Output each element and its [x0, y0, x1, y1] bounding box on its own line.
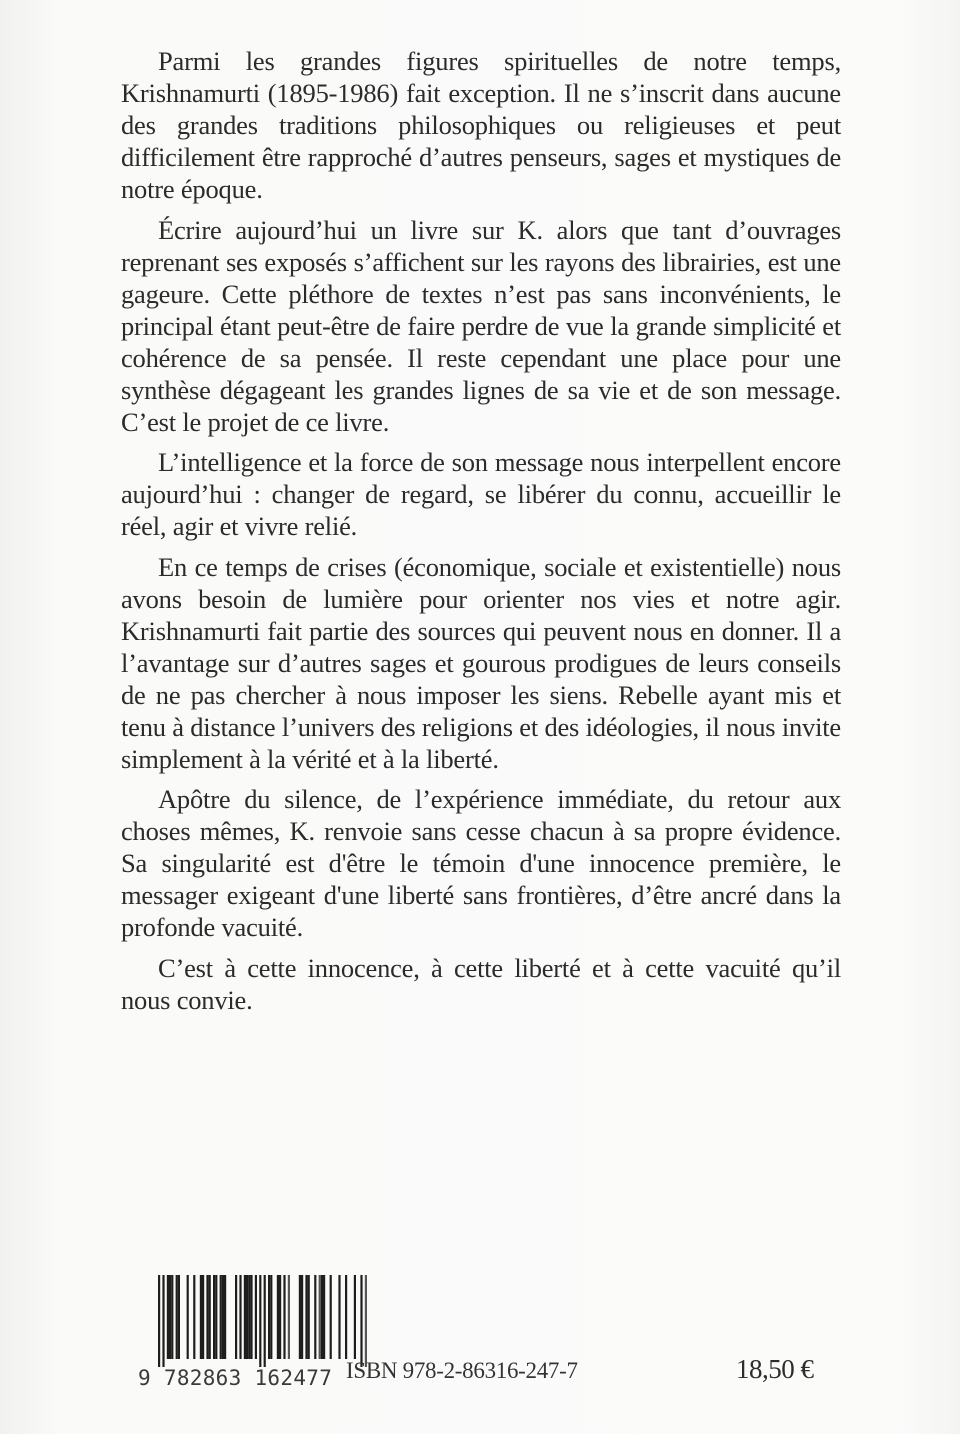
barcode-bar	[209, 1275, 211, 1359]
barcode-bar	[178, 1275, 180, 1359]
barcode-bar	[321, 1275, 323, 1359]
barcode-bar	[239, 1275, 241, 1359]
blurb-paragraph: L’intelligence et la force de son message nous interpellent encore aujourd’hui : changer de regard, se libérer du connu, accueillir le réel, agir et vivre relié.	[121, 447, 841, 542]
barcode-bar	[167, 1275, 169, 1359]
barcode-bar	[279, 1275, 281, 1359]
barcode-bar	[213, 1275, 215, 1359]
barcode-bar	[264, 1275, 266, 1367]
barcode-bar	[319, 1275, 321, 1359]
barcode-bar	[246, 1275, 248, 1359]
barcode-bar	[255, 1275, 257, 1359]
barcode-bar	[268, 1275, 270, 1359]
blurb-paragraph: Parmi les grandes figures spirituelles de notre temps, Krishnamurti (1895-1986) fait exception. Il ne s’inscrit dans aucune des grandes traditions philosophiques ou religieuses et peut difficilement être rapproché d’autres penseurs, sages et mystiques de notre époque.	[121, 46, 841, 204]
blurb-text	[121, 45, 841, 1025]
barcode-bar	[330, 1275, 332, 1359]
barcode-bar	[288, 1275, 290, 1359]
barcode-bar	[301, 1275, 303, 1359]
barcode-bar	[305, 1275, 307, 1359]
barcode-bar	[299, 1275, 301, 1359]
barcode-bar	[200, 1275, 202, 1359]
barcode-bar	[354, 1275, 356, 1359]
barcode-bar	[171, 1275, 173, 1359]
blurb-paragraph: En ce temps de crises (économique, sociale et existentielle) nous avons besoin de lumière pour orienter nos vies et notre agir. Krishnamurti fait partie des sources qui peuvent nous en donner. Il a l’avantage sur d’autres sages et gourous prodigues de leurs conseils de ne pas chercher à nous imposer les siens. Rebelle ayant mis et tenu à distance l’univers des religions et des idéologies, il nous invite simplement à la vérité et à la liberté.	[121, 551, 841, 774]
barcode-bar	[259, 1275, 261, 1367]
barcode-bar	[215, 1275, 217, 1359]
ean13-barcode-icon	[138, 1275, 368, 1367]
barcode-bar	[169, 1275, 171, 1359]
blurb-paragraph: Écrire aujourd’hui un livre sur K. alors que tant d’ouvrages reprenant ses exposés s’affichent sur les rayons des librairies, est une gageure. Cette pléthore de textes n’est pas sans inconvénients, le principal étant peut-être de faire perdre de vue la grande simplicité et cohérence de sa pensée. Il reste cependant une place pour une synthèse dégageant les grandes lignes de sa vie et de son message. C’est le projet de ce livre.	[121, 214, 841, 437]
barcode-digits: 9 782863 162477	[138, 1366, 333, 1390]
barcode-bar	[277, 1275, 279, 1359]
barcode-bar	[193, 1275, 195, 1359]
isbn: ISBN 978-2-86316-247-7	[346, 1358, 578, 1383]
barcode-bar	[345, 1275, 347, 1359]
barcode-bar	[224, 1275, 226, 1359]
barcode-bar	[158, 1275, 160, 1367]
barcode	[138, 1275, 368, 1390]
barcode-bar	[220, 1275, 222, 1359]
barcode-bar	[202, 1275, 204, 1359]
barcode-bar	[235, 1275, 237, 1359]
barcode-bar	[244, 1275, 246, 1359]
barcode-bar	[314, 1275, 316, 1359]
price: 18,50 €	[736, 1354, 814, 1384]
barcode-bar	[206, 1275, 208, 1359]
barcode-bar	[360, 1275, 362, 1367]
barcode-bar	[222, 1275, 224, 1359]
barcode-bar	[250, 1275, 252, 1359]
barcode-bar	[283, 1275, 285, 1359]
blurb-paragraph: Apôtre du silence, de l’expérience immédiate, du retour aux choses mêmes, K. renvoie sans cesse chacun à sa propre évidence. Sa singularité est d'être le témoin d'une innocence première, le messager exigeant d'une liberté sans frontières, d’être ancré dans la profonde vacuité.	[121, 784, 841, 943]
barcode-bar	[187, 1275, 189, 1359]
barcode-bar	[176, 1275, 178, 1359]
barcode-bar	[270, 1275, 272, 1359]
blurb-paragraph: C’est à cette innocence, à cette liberté et à cette vacuité qu’il nous convie.	[121, 952, 841, 1015]
barcode-bar	[365, 1275, 367, 1367]
barcode-bar	[162, 1275, 164, 1367]
barcode-bar	[338, 1275, 340, 1359]
barcode-bar	[308, 1275, 310, 1359]
barcode-bar	[323, 1275, 325, 1359]
barcode-bar	[248, 1275, 250, 1359]
